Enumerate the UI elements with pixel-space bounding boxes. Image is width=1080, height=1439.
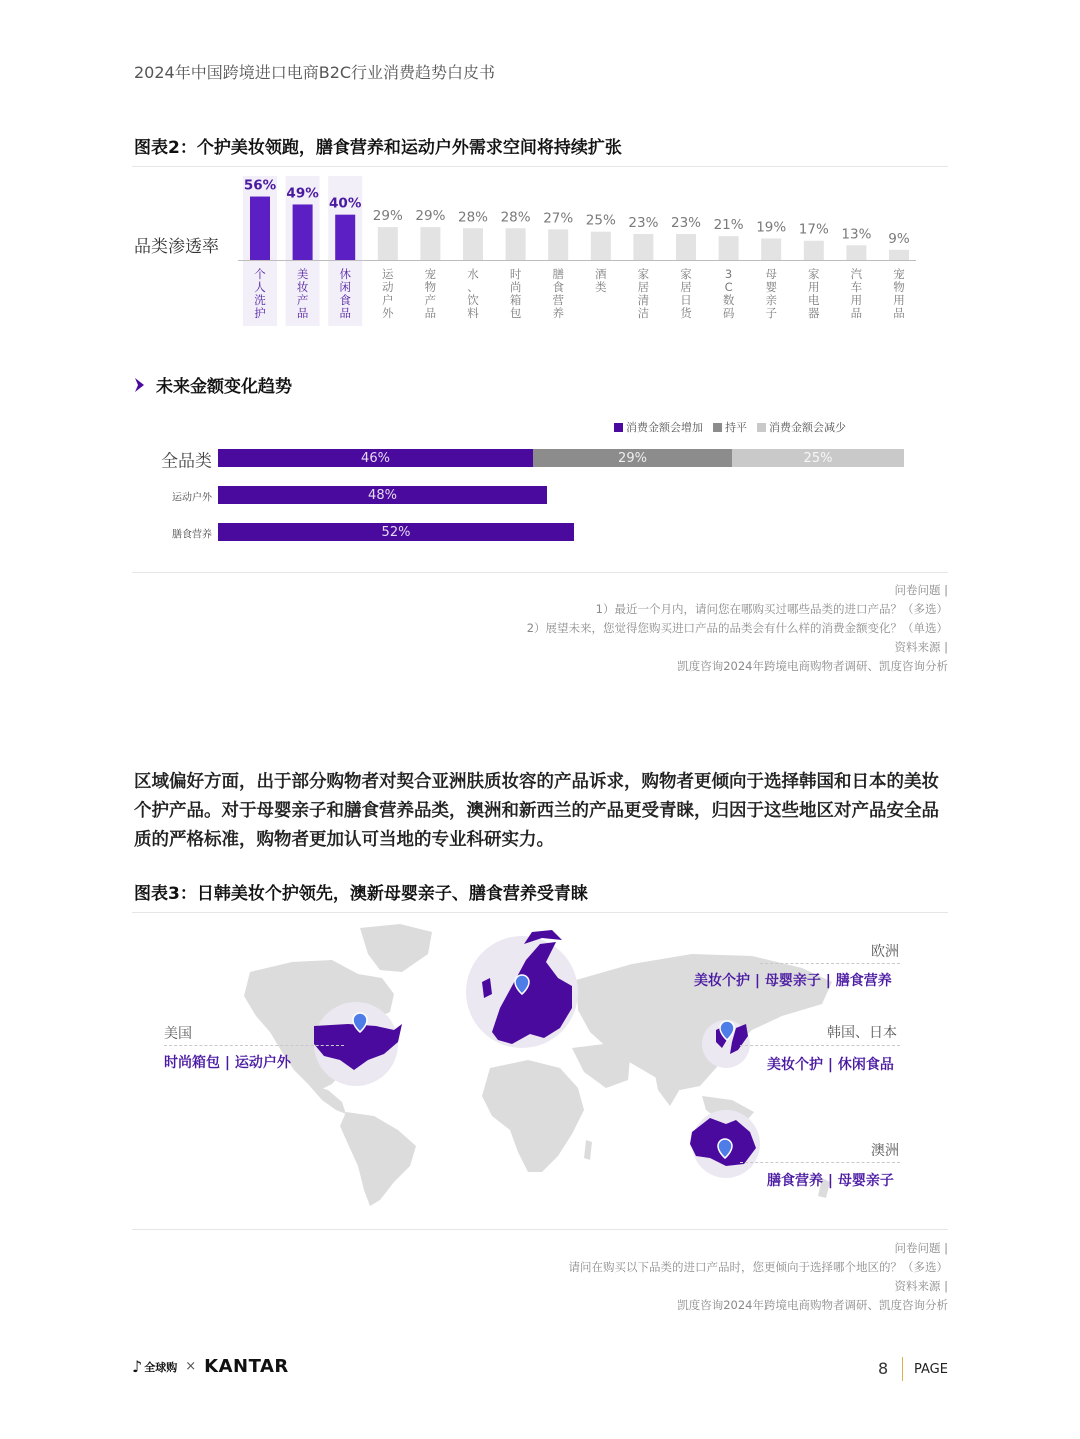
figure3-bottom-rule xyxy=(132,1229,948,1230)
chart-value-label: 49% xyxy=(286,185,319,202)
trend-bar-flat: 29% xyxy=(533,449,732,467)
chart-value-label: 25% xyxy=(585,212,616,229)
chart-category-label: 品 xyxy=(850,306,863,320)
chart-category-label: 码 xyxy=(722,306,735,320)
chart-bar xyxy=(719,236,739,260)
chart-value-label: 28% xyxy=(500,209,531,226)
note-line: 请问在购买以下品类的进口产品时，您更倾向于选择哪个地区的？（多选） xyxy=(568,1260,948,1274)
note-line: 凯度咨询2024年跨境电商购物者调研、凯度咨询分析 xyxy=(677,659,948,673)
landmass-central-america xyxy=(308,1084,346,1114)
trend-bar-increase: 48% xyxy=(218,486,547,504)
chart-category-label: 外 xyxy=(382,306,394,320)
legend-swatch-flat xyxy=(713,423,722,432)
chart-bar xyxy=(676,234,696,260)
chart-category-label: 家 xyxy=(680,267,692,281)
chart-value-label: 27% xyxy=(543,210,574,227)
chart-category-label: 水 xyxy=(467,267,479,281)
note-line: 1）最近一个月内，请问您在哪购买过哪些品类的进口产品？（多选） xyxy=(595,602,948,616)
tiktok-icon: ♪ xyxy=(132,1357,143,1376)
note-line: 凯度咨询2024年跨境电商购物者调研、凯度咨询分析 xyxy=(677,1298,948,1312)
trend-bar-decrease: 25% xyxy=(732,449,904,467)
chart-category-label: 用 xyxy=(808,280,820,294)
chart-category-label: 清 xyxy=(637,293,650,307)
chart-category-label: 家 xyxy=(637,267,650,281)
trend-bars xyxy=(218,449,904,467)
chart-category-label: 食 xyxy=(339,293,351,307)
chart-category-label: 3 xyxy=(724,267,733,281)
legend-decrease xyxy=(757,419,846,435)
legend-swatch-decrease xyxy=(757,423,766,432)
chart-value-label: 29% xyxy=(415,208,446,225)
chart-bar xyxy=(591,232,611,260)
note-line: 2）展望未来，您觉得您购买进口产品的品类会有什么样的消费金额变化？（单选） xyxy=(526,621,948,635)
chart-category-label: 箱 xyxy=(509,293,522,307)
chart-category-label: 酒 xyxy=(595,267,607,281)
trend-row-nutrition xyxy=(132,523,948,543)
chart-value-label: 9% xyxy=(888,230,910,247)
page-separator xyxy=(902,1357,903,1381)
chart-bar xyxy=(335,215,355,260)
chart-category-label: 子 xyxy=(765,306,777,320)
chart-category-label: 产 xyxy=(296,293,309,307)
legend-increase xyxy=(614,419,703,435)
chart-category-label: 数 xyxy=(722,293,735,307)
landmass-india xyxy=(652,1060,684,1106)
body-paragraph: 区域偏好方面，出于部分购物者对契合亚洲肤质妆容的产品诉求，购物者更倾向于选择韩国和日本的美妆个护产品。对于母婴亲子和膳食营养品类，澳洲和新西兰的产品更受青睐，归因于这些地区对产品安全品质的严格标准，购物者更加认可当地的专业科研实力。 xyxy=(134,772,939,850)
figure3-rule xyxy=(132,912,948,913)
note-line: 问卷问题 | xyxy=(894,1241,948,1255)
chart-bar xyxy=(633,234,653,260)
chart-category-label: 动 xyxy=(382,280,394,294)
kantar-logo: KANTAR xyxy=(204,1356,289,1377)
chart-category-label: 妆 xyxy=(296,280,309,294)
chart-category-label: 用 xyxy=(850,293,863,307)
chart-category-label: 产 xyxy=(424,293,437,307)
chart-category-label: 美 xyxy=(296,267,309,281)
legend-label-increase: 消费金额会增加 xyxy=(626,421,703,434)
chart-category-label: 物 xyxy=(424,280,437,294)
source-note-2 xyxy=(569,1239,949,1315)
chart-category-label: 尚 xyxy=(509,280,522,294)
region-categories-australia: 膳食营养 | 母婴亲子 xyxy=(767,1173,894,1189)
region-divider xyxy=(760,963,900,964)
chart-category-label: 用 xyxy=(893,293,905,307)
trend-row-label: 运动户外 xyxy=(172,492,212,504)
chart-category-label: 洁 xyxy=(637,306,650,320)
chart-bar xyxy=(420,227,440,260)
chart-value-label: 19% xyxy=(756,219,787,236)
chart-value-label: 17% xyxy=(798,221,829,238)
chart-category-label: 品 xyxy=(893,306,905,320)
region-name-australia: 澳洲 xyxy=(871,1143,899,1159)
chart-category-label: 宠 xyxy=(424,267,437,281)
chart-value-label: 21% xyxy=(713,217,744,234)
chart-category-label: 营 xyxy=(552,293,564,307)
chart-category-label: 饮 xyxy=(467,293,479,307)
chart-bar xyxy=(889,250,909,260)
figure2-title: 图表2：个护美妆领跑，膳食营养和运动户外需求空间将持续扩张 xyxy=(134,138,622,158)
tiktok-shop-text: 全球购 xyxy=(144,1360,178,1374)
chart-value-label: 56% xyxy=(243,177,277,194)
chart-category-label: 膳 xyxy=(552,267,564,281)
region-name-korea-japan: 韩国、日本 xyxy=(827,1025,897,1041)
chart-category-label: C xyxy=(724,280,733,294)
region-categories-europe: 美妆个护 | 母婴亲子 | 膳食营养 xyxy=(694,973,892,989)
chart-category-label: 时 xyxy=(509,267,522,281)
landmass-greenland xyxy=(360,924,432,972)
region-categories-usa: 时尚箱包 | 运动户外 xyxy=(164,1055,291,1071)
landmass-africa xyxy=(482,1060,584,1172)
chevron-right-icon xyxy=(132,376,148,394)
chart-value-label: 29% xyxy=(372,208,403,225)
region-divider xyxy=(740,1045,900,1046)
footer-logos xyxy=(132,1356,289,1377)
chart-category-label: 闲 xyxy=(339,280,351,294)
chart-category-label: 母 xyxy=(765,267,777,281)
trend-legend xyxy=(614,419,846,435)
landmass-madagascar xyxy=(584,1140,592,1160)
legend-flat xyxy=(713,419,747,435)
chart-bar xyxy=(761,238,781,260)
figure2-rule xyxy=(132,166,948,167)
chart-value-label: 23% xyxy=(670,214,702,231)
chart-category-label: 婴 xyxy=(765,280,777,294)
region-name-europe: 欧洲 xyxy=(871,944,899,960)
chart-value-label: 13% xyxy=(841,226,872,243)
chart-bar xyxy=(378,227,398,260)
trend-bars xyxy=(218,523,574,541)
chart-category-label: 个 xyxy=(254,267,266,281)
chart-category-label: 货 xyxy=(680,306,692,320)
chart-bar xyxy=(548,229,568,260)
trend-section-title xyxy=(132,372,292,397)
trend-row-outdoor xyxy=(132,486,948,506)
trend-section-title-text: 未来金额变化趋势 xyxy=(156,377,292,397)
note-line: 问卷问题 | xyxy=(894,583,948,597)
region-name-usa: 美国 xyxy=(164,1026,192,1042)
chart-category-label: 家 xyxy=(808,267,820,281)
chart-category-label: 养 xyxy=(552,306,564,320)
trend-rule xyxy=(132,572,948,573)
region-divider xyxy=(164,1045,344,1046)
chart-bar xyxy=(506,228,526,260)
chart-category-label: 料 xyxy=(467,306,479,320)
figure3-title: 图表3：日韩美妆个护领先，澳新母婴亲子、膳食营养受青睐 xyxy=(134,884,588,904)
chart-category-label: 护 xyxy=(254,306,266,320)
chart-category-label: 居 xyxy=(680,280,692,294)
chart-category-label: 户 xyxy=(382,293,394,307)
chart-category-label: 亲 xyxy=(765,293,777,307)
legend-label-decrease: 消费金额会减少 xyxy=(769,421,846,434)
chart-bar xyxy=(293,204,313,260)
chart-category-label: 物 xyxy=(893,280,905,294)
chart-category-label: 宠 xyxy=(893,267,905,281)
page-number: 8 xyxy=(878,1359,889,1378)
chart-category-label: 包 xyxy=(509,306,522,320)
page-label: PAGE xyxy=(914,1362,948,1377)
source-note-1 xyxy=(527,581,948,676)
note-line: 资料来源 | xyxy=(894,640,948,654)
legend-swatch-increase xyxy=(614,423,623,432)
chart-value-label: 40% xyxy=(329,195,362,212)
legend-label-flat: 持平 xyxy=(725,421,747,434)
chart-category-label: 洗 xyxy=(254,293,266,307)
chart-category-label: 运 xyxy=(382,267,394,281)
chart-category-label: 人 xyxy=(254,280,266,294)
chart-category-label: 居 xyxy=(637,280,650,294)
chart-category-label: 日 xyxy=(680,293,692,307)
chart-category-label: 电 xyxy=(808,293,820,307)
trend-row-all xyxy=(132,449,948,472)
chart-category-label: 品 xyxy=(424,306,437,320)
chart-bar xyxy=(250,197,270,260)
chart-bar xyxy=(846,245,866,260)
logo-separator: × xyxy=(185,1359,197,1374)
trend-bars xyxy=(218,486,547,504)
chart-value-label: 23% xyxy=(628,214,659,231)
region-divider xyxy=(740,1162,900,1163)
chart-category-label: 车 xyxy=(850,280,863,294)
chart-category-label: 品 xyxy=(339,306,351,320)
chart-bar xyxy=(804,241,824,260)
penetration-bar-chart xyxy=(132,176,948,336)
trend-bar-increase: 52% xyxy=(218,523,574,541)
trend-row-label: 全品类 xyxy=(161,451,212,472)
chart-category-label: 器 xyxy=(808,306,820,320)
chart-category-label: 休 xyxy=(339,267,351,281)
chart-category-label: 、 xyxy=(467,280,479,294)
report-title: 2024年中国跨境进口电商B2C行业消费趋势白皮书 xyxy=(134,63,496,82)
trend-bar-increase: 46% xyxy=(218,449,533,467)
chart-category-label: 汽 xyxy=(850,267,863,281)
chart-value-label: 28% xyxy=(457,209,489,226)
penetration-axis-label: 品类渗透率 xyxy=(134,237,219,257)
chart-category-label: 食 xyxy=(552,280,564,294)
note-line: 资料来源 | xyxy=(894,1279,948,1293)
chart-bar xyxy=(463,228,483,260)
chart-category-label: 品 xyxy=(296,306,309,320)
trend-row-label: 膳食营养 xyxy=(172,529,212,541)
landmass-south-america xyxy=(340,1112,416,1206)
chart-category-label: 类 xyxy=(595,280,607,294)
region-categories-korea-japan: 美妆个护 | 休闲食品 xyxy=(767,1057,894,1073)
